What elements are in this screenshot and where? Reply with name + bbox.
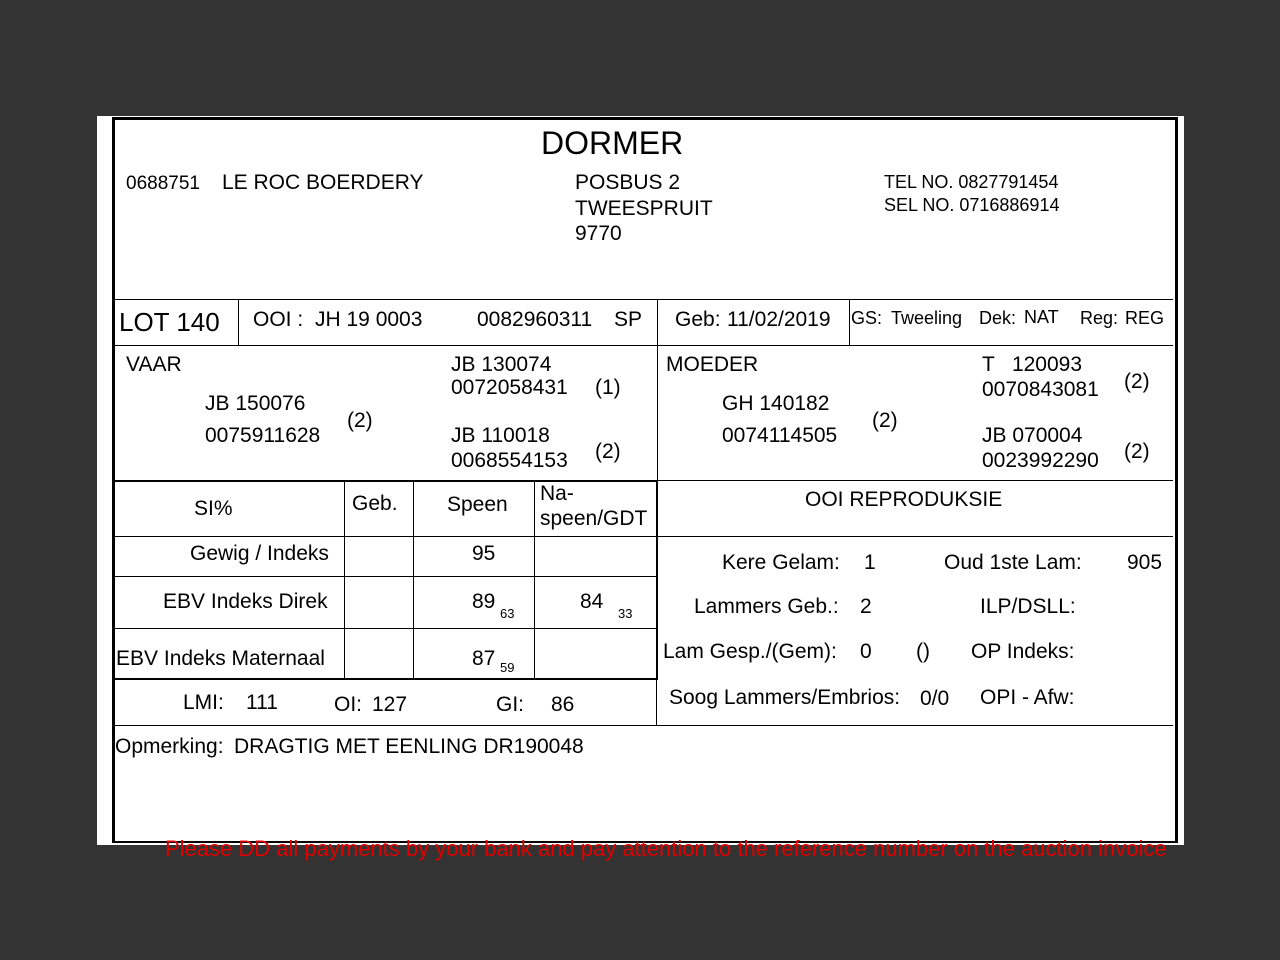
divider [113,299,1173,300]
kere-label: Kere Gelam: [722,551,840,574]
lmi-value: 111 [246,691,278,714]
ooi-tag: SP [614,308,643,331]
breeder-id: 0688751 [126,173,200,194]
maternaal-speen-sub: 59 [500,660,515,675]
soog-label: Soog Lammers/Embrios: [669,686,901,709]
direk-speen-value: 89 [472,590,496,613]
maternal-granddam-code: JB 070004 [982,424,1083,447]
gesp-label: Lam Gesp./(Gem): [663,640,837,663]
sire-count: (2) [347,409,373,432]
dam-count: (2) [872,409,898,432]
divider [657,299,658,345]
gesp-paren: () [916,640,930,663]
paternal-grandsire-count: (1) [595,376,621,399]
divider [113,628,657,629]
birth-date-label: Geb: [675,308,721,331]
opi-label: OPI - Afw: [980,686,1075,709]
geb-header: Geb. [352,492,398,515]
maternal-granddam-count: (2) [1124,440,1150,463]
maternal-granddam-number: 0023992290 [982,449,1099,472]
breed-title: DORMER [541,125,684,161]
oi-label: OI: [334,693,363,716]
farm-name: LE ROC BOERDERY [222,171,424,194]
birth-date: 11/02/2019 [727,308,831,331]
divider [113,345,1173,346]
naspeen-header-2: speen/GDT [540,507,648,530]
maternal-grandsire-number: 0070843081 [982,378,1099,401]
row-label-gewig: Gewig / Indeks [190,542,329,565]
oud-label: Oud 1ste Lam: [944,551,1082,574]
dam-code: GH 140182 [722,392,830,415]
reg-value: REG [1125,308,1165,328]
cell-number: SEL NO. 0716886914 [884,195,1060,215]
divider [534,482,535,678]
lot-number: LOT 140 [119,307,220,337]
maternal-grandsire-code: T 120093 [982,353,1083,376]
tel-number: TEL NO. 0827791454 [884,172,1059,192]
divider [344,482,345,678]
gs-value: Tweeling [891,308,963,328]
divider [113,576,657,577]
dek-label: Dek: [979,308,1017,328]
paternal-grandsire-code: JB 130074 [451,353,552,376]
gi-value: 86 [551,693,575,716]
vaar-label: VAAR [126,353,182,376]
table-border [113,678,658,680]
divider [113,725,1173,726]
oi-value: 127 [372,693,408,716]
ooi-label: OOI : [253,308,304,331]
paternal-granddam-number: 0068554153 [451,449,568,472]
paternal-granddam-code: JB 110018 [451,424,550,447]
ooi-number: 0082960311 [477,308,593,331]
divider [656,536,657,726]
ilp-label: ILP/DSLL: [980,595,1076,618]
address-line-2: TWEESPRUIT [575,197,713,220]
gewig-speen-value: 95 [472,542,496,565]
address-line-1: POSBUS 2 [575,171,681,194]
oud-value: 905 [1127,551,1163,574]
reproduksie-title: OOI REPRODUKSIE [805,488,1003,511]
divider [657,345,658,480]
naspeen-header-1: Na- [540,482,574,505]
paternal-granddam-count: (2) [595,440,621,463]
footer-note [165,836,1167,861]
gesp-value: 0 [860,640,872,663]
sire-number: 0075911628 [205,424,321,447]
maternaal-speen-value: 87 [472,647,496,670]
divider [849,299,850,345]
divider [113,536,1173,537]
divider [238,299,239,345]
dek-value: NAT [1024,307,1059,327]
footer-note-text: Please DD all payments by your bank and pay attention to the reference number on the auction invoice [165,836,1167,861]
lmi-label: LMI: [183,691,224,714]
gi-label: GI: [496,693,525,716]
address-line-3: 9770 [575,222,622,245]
op-label: OP Indeks: [971,640,1075,663]
lammers-label: Lammers Geb.: [694,595,839,618]
gs-label: GS: [851,308,883,328]
moeder-label: MOEDER [666,353,759,376]
kere-value: 1 [864,551,876,574]
reg-label: Reg: [1080,308,1119,328]
paternal-grandsire-number: 0072058431 [451,376,568,399]
row-label-direk: EBV Indeks Direk [163,590,328,613]
lammers-value: 2 [860,595,872,618]
remarks-text: DRAGTIG MET EENLING DR190048 [234,735,584,758]
speen-header: Speen [447,493,508,516]
direk-speen-sub: 63 [500,606,515,621]
row-label-maternaal: EBV Indeks Maternaal [116,647,325,670]
remarks-label: Opmerking: [115,735,224,758]
table-border [113,480,658,482]
direk-naspeen-sub: 33 [618,606,633,621]
divider [413,482,414,678]
direk-naspeen-value: 84 [580,590,604,613]
maternal-grandsire-count: (2) [1124,370,1150,393]
dam-number: 0074114505 [722,424,838,447]
sire-code: JB 150076 [205,392,306,415]
ooi-code: JH 19 0003 [315,308,423,331]
si-header: SI% [194,497,233,520]
soog-value: 0/0 [920,687,950,710]
